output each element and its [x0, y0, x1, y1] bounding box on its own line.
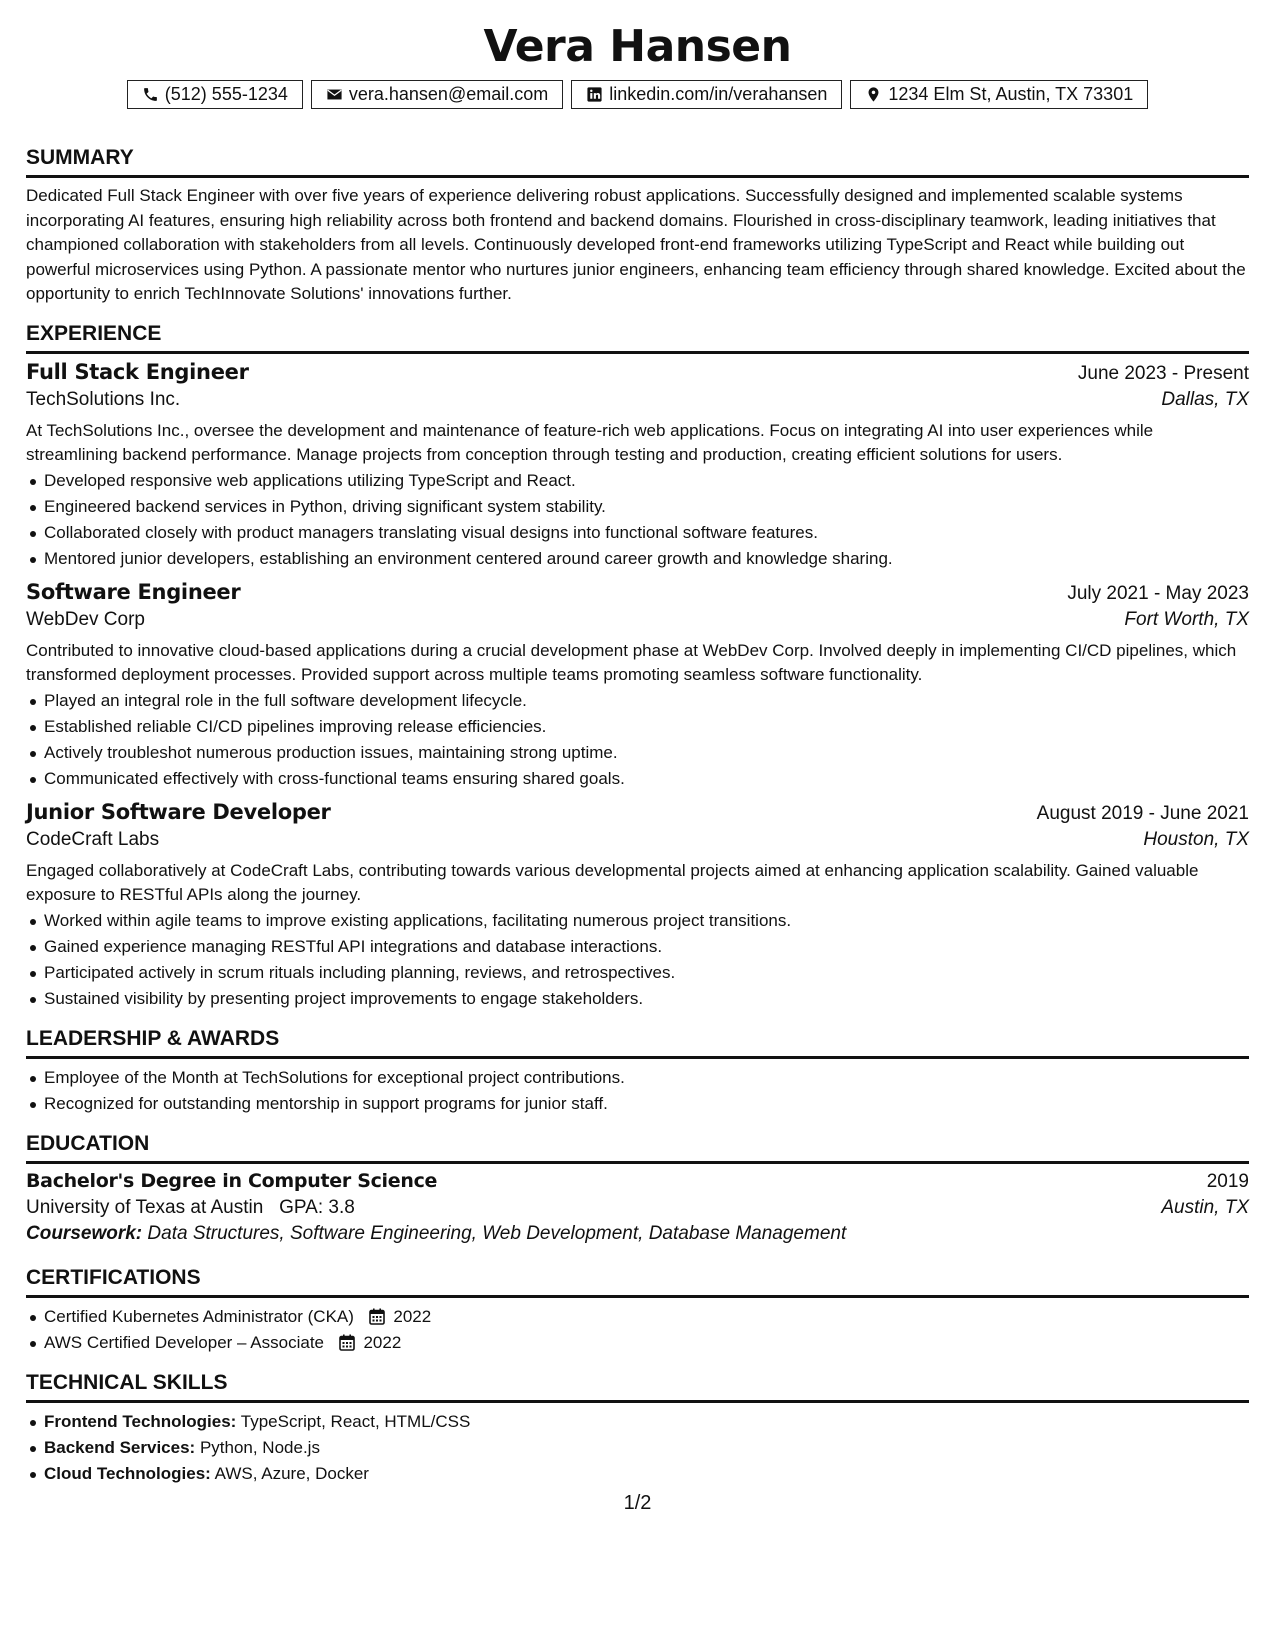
summary-section — [26, 145, 1249, 307]
phone-text: (512) 555-1234 — [164, 84, 288, 104]
certification-name: Certified Kubernetes Administrator (CKA) — [44, 1306, 354, 1326]
calendar-icon — [339, 1334, 355, 1351]
resume-page — [26, 20, 1249, 1487]
certification-year: 2022 — [363, 1332, 402, 1352]
linkedin-icon — [586, 86, 603, 103]
job-title: Junior Software Developer — [26, 799, 331, 824]
gpa: GPA: 3.8 — [279, 1196, 355, 1218]
list-item: Sustained visibility by presenting project improvements to engage stakeholders. — [44, 986, 1249, 1012]
list-item — [44, 1330, 1249, 1356]
graduation-year: 2019 — [1206, 1170, 1249, 1192]
job-location: Houston, TX — [1143, 828, 1249, 850]
skill-label: Cloud Technologies: — [44, 1463, 211, 1483]
certifications-section — [26, 1265, 1249, 1356]
summary-text: Dedicated Full Stack Engineer with over five years of experience delivering robust applications. Successfully designed and implemented scalable systems incorporating AI features, ensuring high reliability across both frontend and backend domains. Flourished in cross-disciplinary teamwork, leading initiatives that championed collaboration with stakeholders from all levels. Continuously developed front-end frameworks utilizing TypeScript and React while building out powerful microservices using Python. A passionate mentor who nurtures junior engineers, enhancing team efficiency through shared knowledge. Excited about the opportunity to enrich TechInnovate Solutions' innovations further. — [26, 186, 1246, 303]
list-item — [44, 1435, 1249, 1461]
job-bullets — [26, 688, 1249, 792]
skill-value: AWS, Azure, Docker — [214, 1463, 369, 1483]
coursework-label: Coursework: — [26, 1222, 143, 1244]
list-item: Collaborated closely with product managers translating visual designs into functional software features. — [44, 520, 1249, 546]
job-bullets — [26, 468, 1249, 572]
job-location: Fort Worth, TX — [1124, 608, 1249, 630]
job-location: Dallas, TX — [1161, 388, 1249, 410]
contact-address[interactable] — [850, 80, 1148, 109]
section-title-summary: SUMMARY — [26, 145, 1249, 178]
coursework-line — [26, 1223, 1249, 1245]
skill-label: Backend Services: — [44, 1437, 196, 1457]
list-item: Established reliable CI/CD pipelines improving release efficiencies. — [44, 714, 1249, 740]
skill-value: TypeScript, React, HTML/CSS — [240, 1411, 471, 1431]
contact-phone[interactable] — [127, 80, 303, 109]
school-name: University of Texas at Austin — [26, 1196, 264, 1218]
job-entry — [26, 800, 1249, 1012]
skill-value: Python, Node.js — [199, 1437, 320, 1457]
job-dates: July 2021 - May 2023 — [1067, 582, 1249, 604]
list-item — [44, 1409, 1249, 1435]
company-name: WebDev Corp — [26, 608, 145, 630]
section-title-skills: TECHNICAL SKILLS — [26, 1370, 1249, 1403]
phone-icon — [142, 86, 159, 103]
school-location: Austin, TX — [1161, 1196, 1249, 1218]
job-description: Engaged collaboratively at CodeCraft Labs, contributing towards various developmental projects aimed at enhancing application scalability. Gained valuable exposure to RESTful APIs along the journey. — [26, 860, 1199, 904]
company-name: CodeCraft Labs — [26, 828, 160, 850]
skills-list — [26, 1409, 1249, 1487]
list-item: Played an integral role in the full software development lifecycle. — [44, 688, 1249, 714]
company-name: TechSolutions Inc. — [26, 388, 181, 410]
linkedin-text: linkedin.com/in/verahansen — [609, 84, 828, 104]
job-dates: June 2023 - Present — [1077, 362, 1249, 384]
list-item — [44, 1304, 1249, 1330]
section-title-experience: EXPERIENCE — [26, 321, 1249, 354]
map-marker-icon — [865, 86, 882, 103]
list-item: Worked within agile teams to improve existing applications, facilitating numerous project transitions. — [44, 908, 1249, 934]
leadership-section — [26, 1026, 1249, 1117]
list-item: Actively troubleshot numerous production issues, maintaining strong uptime. — [44, 740, 1249, 766]
certification-name: AWS Certified Developer – Associate — [44, 1332, 324, 1352]
list-item: Employee of the Month at TechSolutions for exceptional project contributions. — [44, 1065, 1249, 1091]
skills-section — [26, 1370, 1249, 1487]
section-title-education: EDUCATION — [26, 1131, 1249, 1164]
list-item: Participated actively in scrum rituals including planning, reviews, and retrospectives. — [44, 960, 1249, 986]
coursework-list: Data Structures, Software Engineering, Web Development, Database Management — [147, 1222, 847, 1244]
page-number: 1/2 — [623, 1492, 652, 1514]
envelope-icon — [326, 86, 343, 103]
job-bullets — [26, 908, 1249, 1012]
job-title: Full Stack Engineer — [26, 359, 249, 384]
awards-list — [26, 1065, 1249, 1117]
job-description: At TechSolutions Inc., oversee the development and maintenance of feature-rich web applications. Focus on integrating AI into user experiences while streamlining backend performance. Manage projects from conception through testing and production, creating efficient solutions for users. — [26, 420, 1154, 464]
contact-email[interactable] — [311, 80, 563, 109]
list-item: Engineered backend services in Python, driving significant system stability. — [44, 494, 1249, 520]
school-line — [26, 1197, 355, 1219]
contact-linkedin[interactable] — [571, 80, 842, 109]
skill-label: Frontend Technologies: — [44, 1411, 237, 1431]
certifications-list — [26, 1304, 1249, 1356]
job-entry — [26, 580, 1249, 792]
degree-title: Bachelor's Degree in Computer Science — [26, 1169, 438, 1192]
contact-bar — [26, 80, 1249, 109]
list-item: Gained experience managing RESTful API integrations and database interactions. — [44, 934, 1249, 960]
education-section — [26, 1131, 1249, 1245]
section-title-leadership: LEADERSHIP & AWARDS — [26, 1026, 1249, 1059]
certification-year: 2022 — [393, 1306, 432, 1326]
section-title-certifications: CERTIFICATIONS — [26, 1265, 1249, 1298]
list-item: Recognized for outstanding mentorship in support programs for junior staff. — [44, 1091, 1249, 1117]
job-description: Contributed to innovative cloud-based applications during a crucial development phase at WebDev Corp. Involved deeply in implementing CI/CD pipelines, which transformed deployment processes. Provided support across multiple teams promoting seamless software functionality. — [26, 640, 1237, 684]
address-text: 1234 Elm St, Austin, TX 73301 — [888, 84, 1134, 104]
list-item: Communicated effectively with cross-functional teams ensuring shared goals. — [44, 766, 1249, 792]
list-item: Mentored junior developers, establishing an environment centered around career growth and knowledge sharing. — [44, 546, 1249, 572]
calendar-icon — [369, 1308, 385, 1325]
list-item — [44, 1461, 1249, 1487]
job-title: Software Engineer — [26, 579, 241, 604]
job-entry — [26, 360, 1249, 572]
email-text: vera.hansen@email.com — [348, 84, 549, 104]
job-dates: August 2019 - June 2021 — [1036, 802, 1249, 824]
candidate-name: Vera Hansen — [483, 21, 792, 72]
experience-section — [26, 321, 1249, 1012]
list-item: Developed responsive web applications utilizing TypeScript and React. — [44, 468, 1249, 494]
